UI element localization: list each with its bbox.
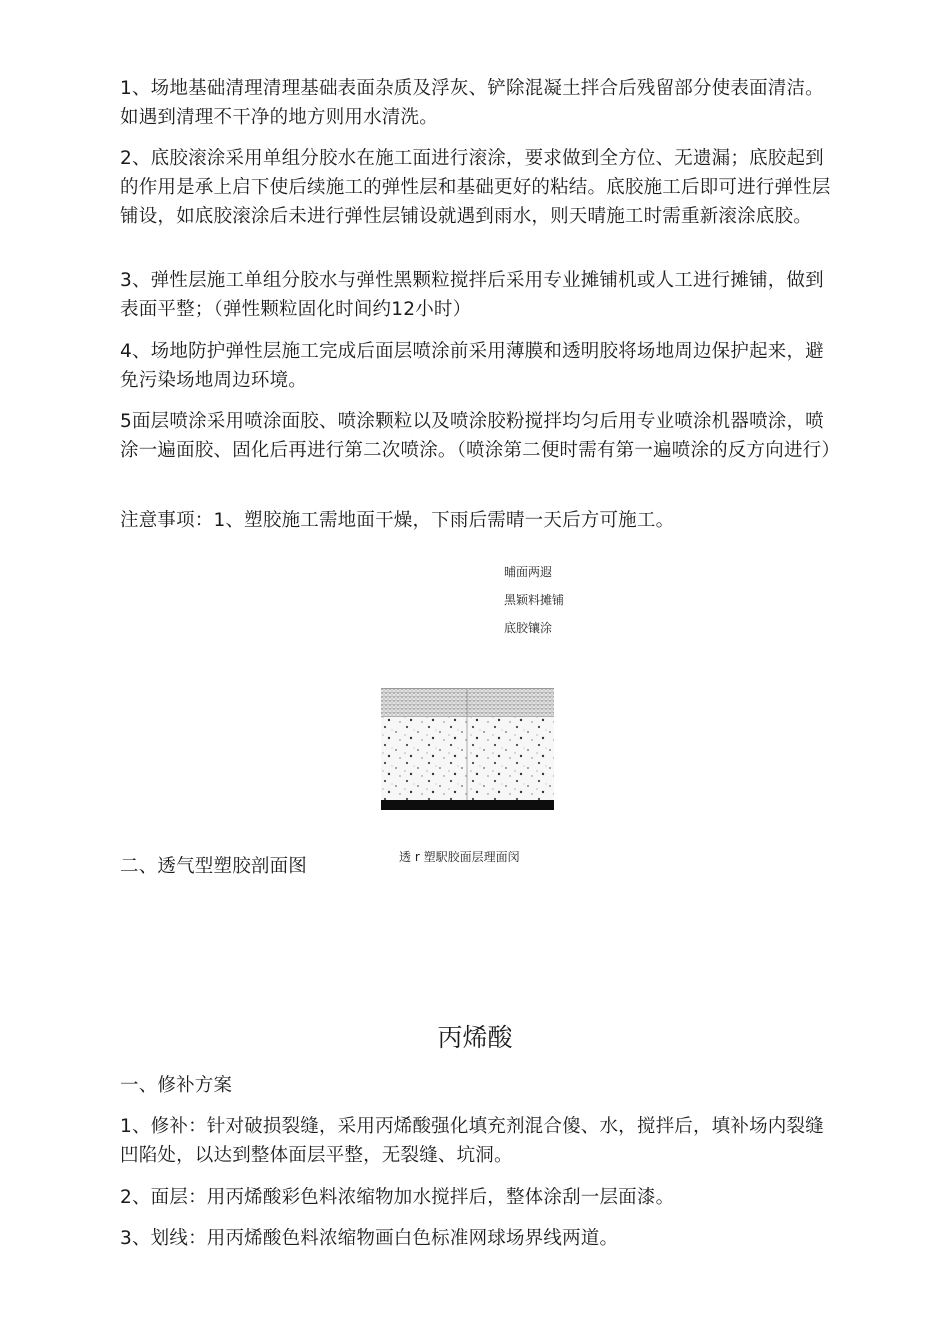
layer-label-middle: 黑颖料摊铺 — [504, 593, 565, 607]
layer-label-top: 晡面两遐 — [504, 565, 553, 579]
note-paragraph: 注意事项：1、塑胶施工需地面干燥，下雨后需晴一天后方可施工。 — [120, 510, 675, 531]
cross-section-diagram — [381, 688, 554, 810]
repair-item-2: 2、面层：用丙烯酸彩色料浓缩物加水搅拌后，整体涂刮一层面漆。 — [120, 1187, 675, 1208]
diagram-caption: 透 r 塑駅胶面层理面闵 — [399, 850, 520, 864]
section-title: 二、透气型塑胶剖面图 — [120, 856, 308, 877]
page-heading: 丙烯酸 — [437, 1023, 513, 1052]
layer-label-bottom: 底胶镶涂 — [504, 621, 553, 635]
step-3-paragraph: 3、弹性层施工单组分胶水与弹性黑颗粒搅拌后采用专业摊铺机或人工进行摊铺，做到表面平整；（弹性颗粒固化时间约12小时） — [120, 270, 824, 320]
step-2-paragraph: 2、底胶滚涂采用单组分胶水在施工面进行滚涂，要求做到全方位、无遗漏；底胶起到的作用是承上启下使后续施工的弹性层和基础更好的粘结。底胶施工后即可进行弹性层铺设，如底胶滚涂后未进行弹性层铺设就遇到雨水，则天晴施工时需重新滚涂底胶。 — [120, 148, 831, 227]
primer-base-layer — [381, 800, 554, 810]
repair-item-3: 3、划线：用丙烯酸色料浓缩物画白色标准网球场界线两道。 — [120, 1228, 619, 1249]
step-1-paragraph: 1、场地基础清理清理基础表面杂质及浮灰、铲除混凝土拌合后残留部分使表面清洁。如遇到清理不干净的地方则用水清洗。 — [120, 78, 824, 128]
step-5-paragraph: 5面层喷涂采用喷涂面胶、喷涂颗粒以及喷涂胶粉搅拌均匀后用专业喷涂机器喷涂，喷涂一遍面胶、固化后再进行第二次喷涂。（喷涂第二便时需有第一遍喷涂的反方向进行） — [120, 411, 841, 461]
step-4-paragraph: 4、场地防护弹性层施工完成后面层喷涂前采用薄膜和透明胶将场地周边保护起来，避免污染场地周边环境。 — [120, 341, 824, 391]
repair-plan-title: 一、修补方案 — [120, 1075, 233, 1096]
repair-item-1: 1、修补：针对破损裂缝，采用丙烯酸强化填充剂混合傻、水，搅拌后，填补场内裂缝凹陷处，以达到整体面层平整，无裂缝、坑洞。 — [120, 1116, 824, 1166]
